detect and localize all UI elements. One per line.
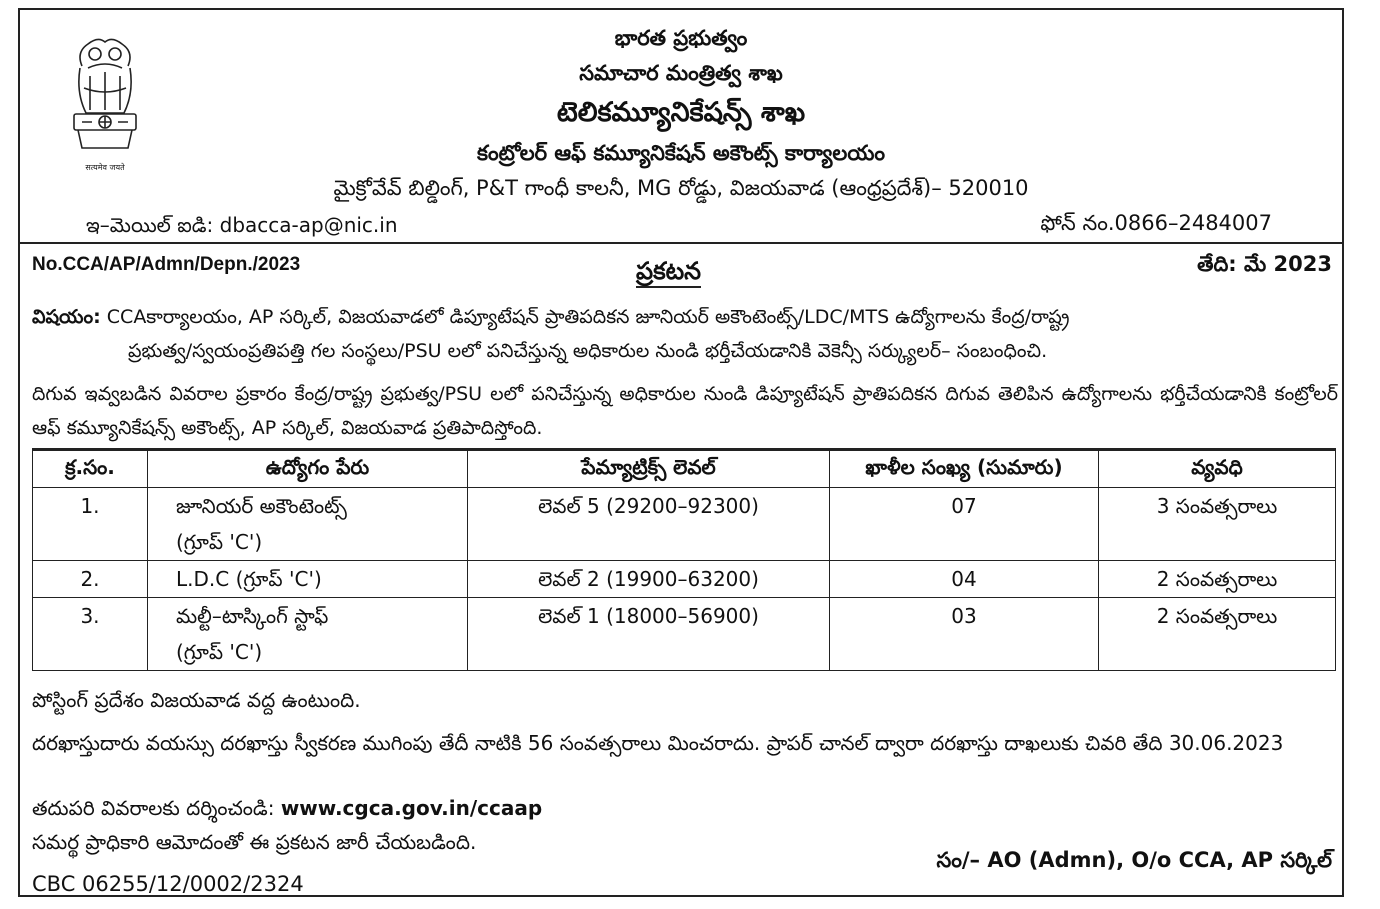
notice-date: తేది: మే 2023 bbox=[1197, 252, 1332, 276]
subject-block bbox=[32, 300, 1334, 368]
table-row bbox=[33, 488, 1336, 561]
header-phone: ఫోన్ నం.0866–2484007 bbox=[1040, 211, 1272, 235]
notice-title: ప్రకటన bbox=[636, 256, 701, 288]
cell-period: 2 సంవత్సరాలు bbox=[1099, 561, 1336, 598]
cell-post bbox=[148, 488, 468, 561]
cell-period: 2 సంవత్సరాలు bbox=[1099, 598, 1336, 671]
col-header-sn: క్ర.సం. bbox=[33, 450, 148, 488]
cell-vacancies: 03 bbox=[830, 598, 1099, 671]
subject-label: విషయం: bbox=[32, 306, 101, 328]
notice-frame bbox=[18, 8, 1344, 897]
col-header-vacancies: ఖాళీల సంఖ్య (సుమారు) bbox=[830, 450, 1099, 488]
header-line-1: భారత ప్రభుత్వం bbox=[614, 26, 748, 50]
reference-number: No.CCA/AP/Admn/Depn./2023 bbox=[32, 254, 301, 275]
cell-vacancies: 07 bbox=[830, 488, 1099, 561]
cell-sn: 3. bbox=[33, 598, 148, 671]
cell-level: లెవల్ 5 (29200–92300) bbox=[468, 488, 830, 561]
subject-line-1: CCAకార్యాలయం, AP సర్కిల్, విజయవాడలో డిప్యూటేషన్ ప్రాతిపదికన జూనియర్ అకౌంటెంట్స్/LDC/MTS ఉద్యోగాలను కేంద్ర/రాష్ట్ర bbox=[106, 306, 1070, 328]
post-name: మల్టీ–టాస్కింగ్ స్టాఫ్ bbox=[176, 604, 329, 628]
details-note bbox=[32, 796, 542, 825]
table-header-row bbox=[33, 450, 1336, 488]
emblem-motto: सत्यमेव जयते bbox=[85, 163, 125, 172]
post-group: (గ్రూప్ 'C') bbox=[176, 530, 263, 554]
table-row bbox=[33, 561, 1336, 598]
header-divider bbox=[20, 242, 1342, 244]
cbc-code: CBC 06255/12/0002/2324 bbox=[32, 872, 304, 896]
subject-line-2: ప్రభుత్వ/స్వయంప్రతిపత్తి గల సంస్థలు/PSU లలో పనిచేస్తున్న అధికారుల నుండి భర్తీచేయడానికి వెకెన్సీ సర్క్యులర్– సంబంధించి. bbox=[128, 340, 1048, 362]
signature: సం/– AO (Admn), O/o CCA, AP సర్కిల్ bbox=[936, 848, 1332, 872]
website-link[interactable]: www.cgca.gov.in/ccaap bbox=[280, 796, 543, 820]
header-line-2: సమాచార మంత్రిత్వ శాఖ bbox=[579, 61, 783, 85]
cell-sn: 1. bbox=[33, 488, 148, 561]
posting-note: పోస్టింగ్ ప్రదేశం విజయవాడ వద్ద ఉంటుంది. bbox=[32, 688, 361, 712]
details-label: తదుపరి వివరాలకు దర్శించండి: bbox=[32, 796, 281, 820]
post-name: జూనియర్ అకౌంటెంట్స్ bbox=[176, 494, 347, 518]
col-header-level: పేమ్యాట్రిక్స్ లెవల్ bbox=[468, 450, 830, 488]
table-row bbox=[33, 598, 1336, 671]
post-group: (గ్రూప్ 'C') bbox=[176, 640, 263, 664]
approval-note: సమర్థ ప్రాధికారి ఆమోదంతో ఈ ప్రకటన జారీ చేయబడింది. bbox=[32, 830, 477, 854]
age-note: దరఖాస్తుదారు వయస్సు దరఖాస్తు స్వీకరణ ముగింపు తేదీ నాటికి 56 సంవత్సరాలు మించరాదు. ప్రాపర్ చానల్ ద్వారా దరఖాస్తు దాఖలుకు చివరి తేది 30.06.2023 bbox=[32, 731, 1284, 755]
cell-post: L.D.C (గ్రూప్ 'C') bbox=[148, 561, 468, 598]
cell-level: లెవల్ 1 (18000–56900) bbox=[468, 598, 830, 671]
header-email: ఇ–మెయిల్ ఐడి: dbacca-ap@nic.in bbox=[86, 213, 398, 237]
cell-sn: 2. bbox=[33, 561, 148, 598]
cell-vacancies: 04 bbox=[830, 561, 1099, 598]
header-line-3: టెలికమ్యూనికేషన్స్ శాఖ bbox=[556, 97, 806, 128]
header-address: మైక్రోవేవ్ బిల్డింగ్, P&T గాంధీ కాలనీ, MG రోడ్డు, విజయవాడ (ఆంధ్రప్రదేశ్)– 520010 bbox=[333, 176, 1029, 200]
cell-post bbox=[148, 598, 468, 671]
cell-level: లెవల్ 2 (19900–63200) bbox=[468, 561, 830, 598]
vacancy-table bbox=[32, 448, 1336, 671]
cell-period: 3 సంవత్సరాలు bbox=[1099, 488, 1336, 561]
intro-paragraph: దిగువ ఇవ్వబడిన వివరాల ప్రకారం కేంద్ర/రాష్ట్ర ప్రభుత్వ/PSU లలో పనిచేస్తున్న అధికారుల నుండి డిప్యూటేషన్ ప్రాతిపదికన దిగువ తెలిపిన ఉద్యోగాలను భర్తీచేయడానికి కంట్రోలర్ ఆఫ్ కమ్యూనికేషన్స్ అకౌంట్స్, AP సర్కిల్, విజయవాడ ప్రతిపాదిస్తోంది. bbox=[32, 383, 1338, 439]
header-line-4: కంట్రోలర్ ఆఫ్ కమ్యూనికేషన్ అకౌంట్స్ కార్యాలయం bbox=[477, 141, 885, 165]
col-header-period: వ్యవధి bbox=[1099, 450, 1336, 488]
col-header-post: ఉద్యోగం పేరు bbox=[148, 450, 468, 488]
